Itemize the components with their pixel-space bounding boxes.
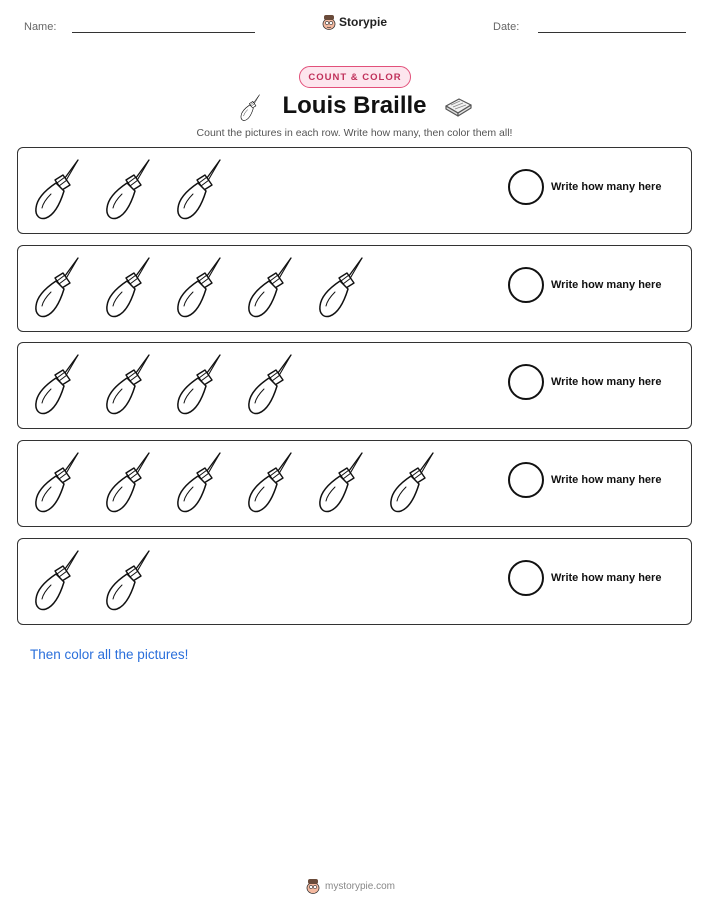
awl-icon[interactable] — [241, 256, 298, 320]
awl-icon[interactable] — [99, 158, 156, 222]
date-line[interactable] — [538, 32, 686, 33]
awl-icon[interactable] — [383, 451, 440, 515]
awl-icon[interactable] — [170, 256, 227, 320]
storypie-mascot-icon — [322, 14, 336, 30]
awl-icon[interactable] — [170, 451, 227, 515]
answer-circle[interactable] — [508, 364, 544, 400]
answer-label: Write how many here — [551, 474, 662, 486]
braille-slate-icon — [443, 96, 473, 118]
awl-icon[interactable] — [99, 549, 156, 613]
storypie-mascot-icon — [306, 878, 320, 894]
title-row — [0, 92, 709, 124]
brand-name: Storypie — [339, 15, 388, 29]
answer-label: Write how many here — [551, 181, 662, 193]
name-label: Name: — [24, 21, 57, 33]
counting-row — [17, 342, 692, 429]
counting-row — [17, 440, 692, 527]
picture-group — [28, 158, 227, 222]
date-label: Date: — [493, 21, 520, 33]
footer — [306, 878, 395, 894]
awl-icon[interactable] — [28, 353, 85, 417]
awl-icon[interactable] — [170, 158, 227, 222]
instructions: Count the pictures in each row. Write how many, then color them all! — [196, 127, 513, 139]
awl-icon[interactable] — [28, 549, 85, 613]
answer-circle[interactable] — [508, 560, 544, 596]
answer-circle[interactable] — [508, 169, 544, 205]
answer-label: Write how many here — [551, 279, 662, 291]
awl-icon[interactable] — [170, 353, 227, 417]
footer-url: mystorypie.com — [325, 880, 396, 892]
answer-label: Write how many here — [551, 376, 662, 388]
awl-icon[interactable] — [99, 353, 156, 417]
awl-icon[interactable] — [99, 451, 156, 515]
page-title: Louis Braille — [282, 92, 427, 119]
counting-row — [17, 147, 692, 234]
picture-group — [28, 451, 440, 515]
picture-group — [28, 256, 369, 320]
awl-icon[interactable] — [28, 256, 85, 320]
awl-icon[interactable] — [312, 451, 369, 515]
awl-icon[interactable] — [241, 353, 298, 417]
awl-icon[interactable] — [28, 451, 85, 515]
footer-note: Then color all the pictures! — [30, 647, 189, 662]
counting-row — [17, 245, 692, 332]
awl-icon[interactable] — [28, 158, 85, 222]
counting-row — [17, 538, 692, 625]
picture-group — [28, 549, 156, 613]
answer-label: Write how many here — [551, 572, 662, 584]
worksheet-header — [0, 0, 709, 50]
answer-circle[interactable] — [508, 267, 544, 303]
brand-logo — [322, 14, 387, 30]
answer-circle[interactable] — [508, 462, 544, 498]
count-and-color-badge: COUNT & COLOR — [299, 66, 411, 88]
awl-icon[interactable] — [241, 451, 298, 515]
name-line[interactable] — [72, 32, 255, 33]
picture-group — [28, 353, 298, 417]
awl-icon[interactable] — [99, 256, 156, 320]
awl-icon[interactable] — [312, 256, 369, 320]
